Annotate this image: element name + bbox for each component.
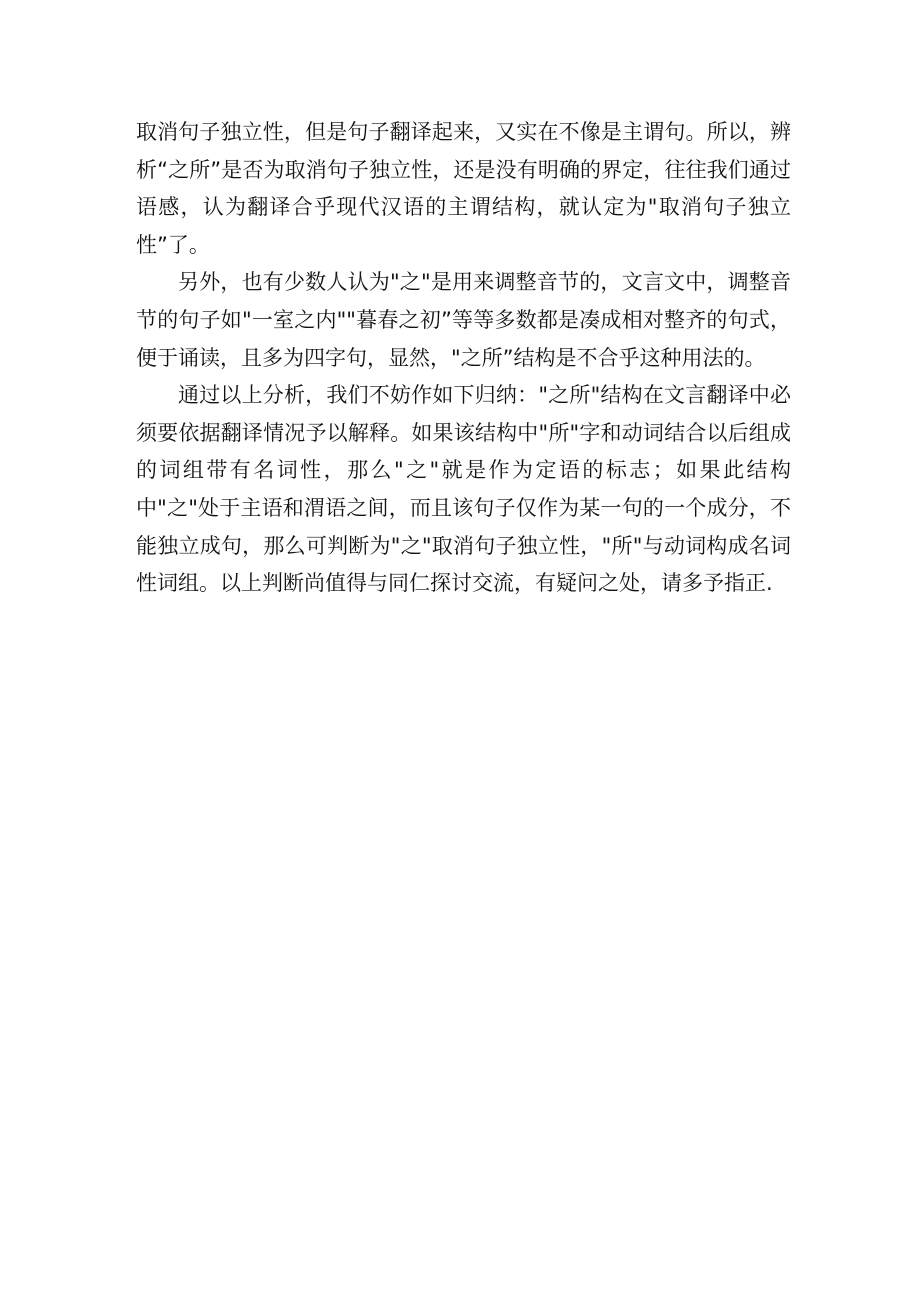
paragraph-1: 取消句子独立性，但是句子翻译起来，又实在不像是主谓句。所以，辨析“之所”是否为取消句子独立性，还是没有明确的界定，往往我们通过语感，认为翻译合乎现代汉语的主谓结构，就认定为"取消句子独立性”了。 [136,120,791,257]
paragraph-2: 另外，也有少数人认为"之"是用来调整音节的，文言文中，调整音节的句子如"一室之内""暮春之初”等等多数都是凑成相对整齐的句式，便于诵读，且多为四字句，显然，"之所”结构是不合乎这种用法的。 [136,270,791,370]
document-body [136,114,791,603]
paragraph-3: 通过以上分析，我们不妨作如下归纳："之所"结构在文言翻译中必须要依据翻译情况予以解释。如果该结构中"所"字和动词结合以后组成的词组带有名词性，那么"之"就是作为定语的标志；如果此结构中"之"处于主语和渭语之间，而且该句子仅作为某一句的一个成分，不能独立成句，那么可判断为"之"取消句子独立性，"所"与动词构成名词性词组。以上判断尚值得与同仁探讨交流，有疑问之处，请多予指正. [136,383,791,596]
